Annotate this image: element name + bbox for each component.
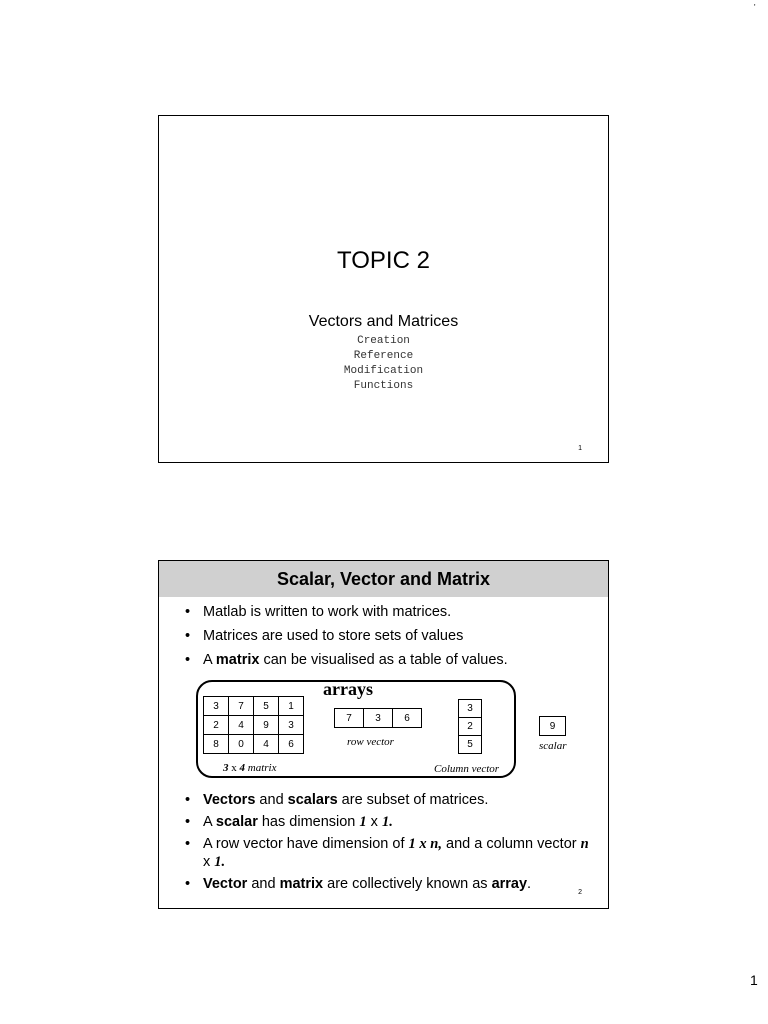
matrix-cell: 3 (279, 716, 304, 735)
scalar-box (539, 716, 566, 736)
corner-mark: ' (754, 3, 756, 12)
topic-item: Creation (357, 335, 410, 347)
matrix-cell: 4 (254, 735, 279, 754)
row-vector-cell: 7 (335, 709, 364, 728)
matrix-3x4 (203, 696, 304, 754)
slide-1-title: TOPIC 2 (337, 247, 430, 274)
slide-2-title: Scalar, Vector and Matrix (159, 561, 608, 597)
slide-1 (158, 115, 609, 463)
slide-2-number: 2 (578, 889, 582, 896)
row-vector-cell: 6 (393, 709, 422, 728)
bullet-item: • Vectors and scalars are subset of matrices. (177, 791, 598, 809)
scalar-cell: 9 (540, 717, 566, 736)
matrix-cell: 4 (229, 716, 254, 735)
matrix-cell: 0 (229, 735, 254, 754)
topic-item: Functions (353, 380, 414, 392)
column-vector-cell: 5 (459, 736, 482, 754)
slide-1-subtitle: Vectors and Matrices (308, 313, 459, 330)
arrays-label: arrays (323, 679, 373, 699)
matrix-cell: 6 (279, 735, 304, 754)
slide-1-number: 1 (578, 445, 582, 452)
bullet-item: • A scalar has dimension 1 x 1. (177, 813, 598, 831)
top-bullet-list (177, 603, 598, 675)
column-vector-cell: 2 (459, 718, 482, 736)
page-number: 1 (750, 972, 758, 988)
column-vector (458, 699, 482, 754)
column-vector-caption: Column vector (434, 763, 500, 775)
slide-2 (158, 560, 609, 909)
matrix-cell: 9 (254, 716, 279, 735)
matrix-cell: 8 (204, 735, 229, 754)
column-vector-cell: 3 (459, 700, 482, 718)
row-vector (334, 708, 422, 728)
bullet-item: • A matrix can be visualised as a table of values. (177, 651, 598, 669)
matrix-cell: 7 (229, 697, 254, 716)
bullet-item: • Vector and matrix are collectively known as array. (177, 875, 598, 893)
slide-1-topic-list (159, 334, 608, 394)
bullet-item: • A row vector have dimension of 1 x n, and a column vector n x 1. (177, 835, 598, 871)
bullet-item: • Matrices are used to store sets of values (177, 627, 598, 645)
topic-item: Modification (343, 365, 424, 377)
scalar-caption: scalar (539, 740, 567, 752)
bullet-item: • Matlab is written to work with matrices. (177, 603, 598, 621)
bottom-bullet-list (177, 791, 598, 897)
row-vector-caption: row vector (347, 736, 394, 748)
matrix-cell: 3 (204, 697, 229, 716)
topic-item: Reference (353, 350, 414, 362)
matrix-cell: 1 (279, 697, 304, 716)
matrix-caption: 3 x 4 matrix (223, 762, 277, 774)
matrix-cell: 2 (204, 716, 229, 735)
row-vector-cell: 3 (364, 709, 393, 728)
matrix-cell: 5 (254, 697, 279, 716)
